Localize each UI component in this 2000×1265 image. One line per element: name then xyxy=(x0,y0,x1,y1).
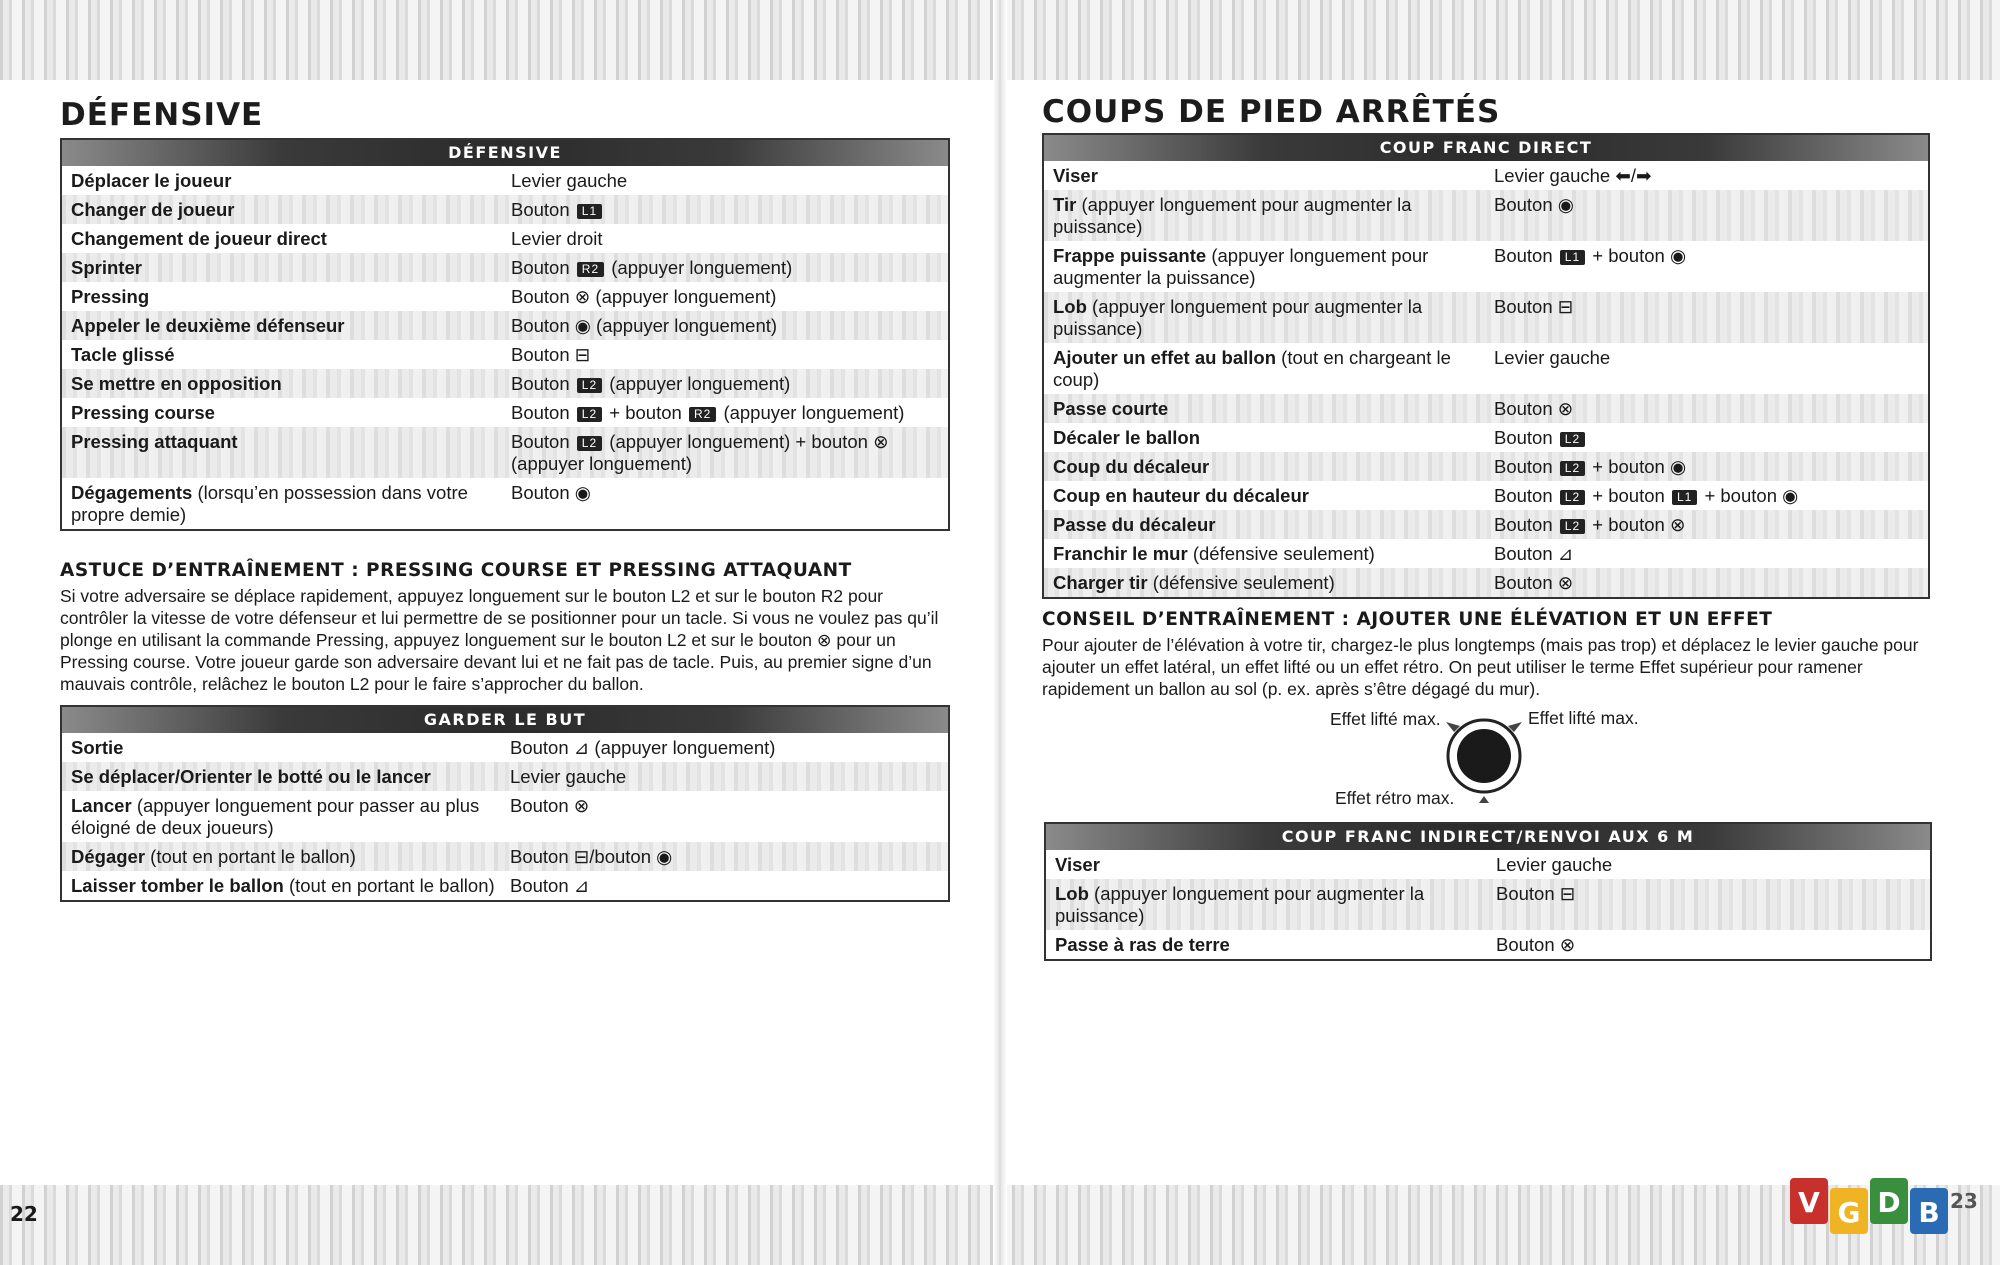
action-note: (lorsqu’en possession dans votre propre demie) xyxy=(71,482,468,525)
action-label: Passe courte xyxy=(1053,398,1169,419)
control-cell xyxy=(1488,245,1928,289)
action-label: Frappe puissante xyxy=(1053,245,1207,266)
action-note: (tout en chargeant le coup) xyxy=(1053,347,1451,390)
action-label: Viser xyxy=(1053,165,1098,186)
button-badge: L2 xyxy=(577,407,602,422)
action-cell xyxy=(62,344,505,366)
control-cell xyxy=(505,482,948,526)
action-cell xyxy=(1044,514,1488,536)
action-label: Sortie xyxy=(71,737,124,758)
control-text: Bouton ⊿ (appuyer longuement) xyxy=(510,737,776,758)
diagram-label-left: Effet lifté max. xyxy=(1330,709,1441,729)
svg-text:V: V xyxy=(1798,1186,1820,1219)
logo-tile-b xyxy=(1910,1188,1948,1234)
button-badge: L1 xyxy=(577,204,602,219)
control-text: (appuyer longuement) xyxy=(723,402,905,423)
direct-free-kick-table xyxy=(1042,133,1930,599)
button-badge: L2 xyxy=(1560,519,1585,534)
action-cell xyxy=(62,846,504,868)
action-label: Déplacer le joueur xyxy=(71,170,232,191)
control-text: Bouton ⊟ xyxy=(1496,883,1576,904)
control-text: Levier gauche xyxy=(1494,347,1611,368)
indirect-free-kick-table xyxy=(1044,822,1932,961)
action-note: (appuyer longuement pour augmenter la puissance) xyxy=(1053,296,1423,339)
table-row xyxy=(62,762,948,791)
control-text: Bouton xyxy=(1494,485,1553,506)
control-text: Levier gauche xyxy=(511,170,628,191)
action-note: (tout en portant le ballon) xyxy=(288,875,495,896)
control-text: (appuyer longuement) + bouton ⊗ (appuyer longuement) xyxy=(511,431,889,474)
action-label: Dégager xyxy=(71,846,146,867)
control-cell xyxy=(505,286,948,308)
action-cell xyxy=(1044,245,1488,289)
control-text: Bouton xyxy=(1494,427,1553,448)
tip-text: Si votre adversaire se déplace rapidement, appuyez longuement sur le bouton L2 et sur le bouton R2 pour contrôler la vitesse de votre défenseur et lui permettre de se positionner pour un tacle. Si vous ne voulez pas qu’il plonge en utilisant la commande Pressing, appuyez longuement sur le bouton L2 et sur le bouton ⊗ pour un Pressing course. Votre joueur garde son adversaire devant lui et ne fait pas de tacle. Puis, au premier signe d’un mauvais contrôle, relâchez le bouton L2 pour le faire s’approcher du ballon. xyxy=(60,586,939,694)
control-cell xyxy=(504,875,948,897)
control-text: Bouton xyxy=(511,402,570,423)
table-row xyxy=(1044,190,1928,241)
control-text: Bouton ◉ xyxy=(511,482,591,503)
action-label: Dégagements xyxy=(71,482,193,503)
action-cell xyxy=(1044,543,1488,565)
table-row xyxy=(1044,241,1928,292)
logo-tile-g xyxy=(1830,1188,1868,1234)
control-cell xyxy=(505,431,948,475)
action-note: (défensive seulement) xyxy=(1152,572,1335,593)
action-label: Lancer xyxy=(71,795,132,816)
action-cell xyxy=(62,315,505,337)
table-row xyxy=(1044,510,1928,539)
action-cell xyxy=(62,170,505,192)
table-row xyxy=(62,166,948,195)
table-row xyxy=(1044,539,1928,568)
control-text: Bouton xyxy=(511,373,570,394)
table-row xyxy=(1044,452,1928,481)
action-label: Pressing attaquant xyxy=(71,431,238,452)
action-label: Viser xyxy=(1055,854,1100,875)
action-label: Laisser tomber le ballon xyxy=(71,875,284,896)
action-label: Ajouter un effet au ballon xyxy=(1053,347,1277,368)
table-row xyxy=(62,478,948,529)
page-title: COUPS DE PIED ARRÊTÉS xyxy=(1042,94,1501,130)
control-cell xyxy=(505,402,948,424)
control-cell xyxy=(505,344,948,366)
action-cell xyxy=(62,286,505,308)
control-text: Bouton ◉ (appuyer longuement) xyxy=(511,315,778,336)
action-cell xyxy=(62,199,505,221)
table-row xyxy=(62,369,948,398)
action-cell xyxy=(1046,883,1490,927)
action-cell xyxy=(1046,934,1490,956)
table-row xyxy=(1046,879,1930,930)
control-text: + bouton ⊗ xyxy=(1592,514,1686,535)
action-cell xyxy=(1044,296,1488,340)
table-header: GARDER LE BUT xyxy=(62,707,948,733)
action-cell xyxy=(1044,347,1488,391)
action-note: (appuyer longuement pour augmenter la puissance) xyxy=(1053,245,1429,288)
goalkeeper-controls-table xyxy=(60,705,950,902)
control-cell xyxy=(505,199,948,221)
action-label: Changement de joueur direct xyxy=(71,228,327,249)
svg-text:G: G xyxy=(1837,1196,1861,1229)
table-row xyxy=(62,427,948,478)
svg-text:B: B xyxy=(1918,1196,1940,1229)
action-cell xyxy=(62,257,505,279)
control-cell xyxy=(504,766,948,788)
action-cell xyxy=(1046,854,1490,876)
control-text: Bouton ⊗ xyxy=(510,795,590,816)
table-row xyxy=(1044,481,1928,510)
action-label: Charger tir xyxy=(1053,572,1148,593)
control-text: Levier gauche xyxy=(510,766,627,787)
control-text: Bouton xyxy=(1494,245,1553,266)
control-text: Bouton ⊟ xyxy=(1494,296,1574,317)
table-row xyxy=(1044,568,1928,597)
control-text: Bouton xyxy=(1494,456,1553,477)
action-label: Lob xyxy=(1053,296,1087,317)
control-text: Bouton ⊗ xyxy=(1496,934,1576,955)
action-label: Tir xyxy=(1053,194,1077,215)
control-text: + bouton ◉ xyxy=(1592,456,1687,477)
action-label: Lob xyxy=(1055,883,1089,904)
control-text: + bouton ◉ xyxy=(1704,485,1799,506)
table-row xyxy=(62,282,948,311)
table-header: COUP FRANC INDIRECT/RENVOI AUX 6 M xyxy=(1046,824,1930,850)
control-text: + bouton xyxy=(1592,485,1665,506)
action-label: Coup en hauteur du décaleur xyxy=(1053,485,1309,506)
button-badge: L2 xyxy=(1560,490,1585,505)
control-text: (appuyer longuement) xyxy=(609,373,791,394)
control-text: + bouton ◉ xyxy=(1592,245,1687,266)
tip-title: CONSEIL D’ENTRAÎNEMENT : AJOUTER UNE ÉLÉVATION ET UN EFFET xyxy=(1042,609,1773,630)
table-row xyxy=(62,842,948,871)
page-title: DÉFENSIVE xyxy=(60,97,264,133)
control-text: Levier droit xyxy=(511,228,603,249)
action-note: (défensive seulement) xyxy=(1192,543,1375,564)
control-cell xyxy=(504,737,948,759)
table-row xyxy=(1044,343,1928,394)
control-cell xyxy=(1490,934,1930,956)
logo-tile-v xyxy=(1790,1178,1828,1224)
action-cell xyxy=(1044,456,1488,478)
action-label: Passe du décaleur xyxy=(1053,514,1216,535)
table-row xyxy=(62,871,948,900)
action-cell xyxy=(1044,572,1488,594)
control-text: Bouton ⊗ xyxy=(1494,398,1574,419)
button-badge: L2 xyxy=(1560,461,1585,476)
table-row xyxy=(62,791,948,842)
control-cell xyxy=(505,170,948,192)
button-badge: R2 xyxy=(577,262,604,277)
table-row xyxy=(1044,423,1928,452)
table-row xyxy=(1046,850,1930,879)
button-badge: L1 xyxy=(1560,250,1585,265)
control-cell xyxy=(1488,296,1928,340)
action-label: Décaler le ballon xyxy=(1053,427,1201,448)
action-label: Appeler le deuxième défenseur xyxy=(71,315,345,336)
action-label: Sprinter xyxy=(71,257,142,278)
button-badge: L2 xyxy=(1560,432,1585,447)
action-label: Franchir le mur xyxy=(1053,543,1188,564)
table-row xyxy=(62,311,948,340)
book-spine xyxy=(993,0,1007,1265)
vgdb-logo xyxy=(1790,1178,1978,1240)
action-label: Coup du décaleur xyxy=(1053,456,1210,477)
table-row xyxy=(1044,394,1928,423)
table-header: DÉFENSIVE xyxy=(62,140,948,166)
action-cell xyxy=(62,402,505,424)
action-note: (appuyer longuement pour passer au plus éloigné de deux joueurs) xyxy=(71,795,480,838)
control-text: Levier gauche xyxy=(1496,854,1613,875)
svg-text:D: D xyxy=(1877,1186,1901,1219)
control-text: + bouton xyxy=(609,402,682,423)
control-text: Bouton xyxy=(511,199,570,220)
control-text: Bouton ⊟ xyxy=(511,344,591,365)
control-text: (appuyer longuement) xyxy=(611,257,793,278)
control-text: Levier gauche ⬅/➡ xyxy=(1494,165,1652,186)
table-row xyxy=(1044,161,1928,190)
action-cell xyxy=(62,795,504,839)
control-text: Bouton ⊗ (appuyer longuement) xyxy=(511,286,777,307)
diagram-label-right: Effet lifté max. xyxy=(1528,708,1639,728)
control-text: Bouton ⊿ xyxy=(510,875,590,896)
action-cell xyxy=(62,228,505,250)
action-label: Pressing xyxy=(71,286,150,307)
action-label: Changer de joueur xyxy=(71,199,235,220)
control-cell xyxy=(1488,347,1928,391)
control-text: Bouton ⊟/bouton ◉ xyxy=(510,846,673,867)
table-row xyxy=(62,340,948,369)
control-cell xyxy=(504,846,948,868)
action-cell xyxy=(1044,194,1488,238)
action-cell xyxy=(62,482,505,526)
action-cell xyxy=(1044,398,1488,420)
control-text: Bouton xyxy=(511,431,570,452)
control-cell xyxy=(1488,543,1928,565)
action-label: Tacle glissé xyxy=(71,344,175,365)
action-note: (appuyer longuement pour augmenter la puissance) xyxy=(1055,883,1425,926)
action-cell xyxy=(1044,165,1488,187)
control-text: Bouton ◉ xyxy=(1494,194,1574,215)
page-number: 22 xyxy=(10,1202,38,1226)
action-cell xyxy=(62,373,505,395)
table-row xyxy=(62,398,948,427)
table-row xyxy=(62,224,948,253)
logo-tile-d xyxy=(1870,1178,1908,1224)
control-text: Bouton ⊿ xyxy=(1494,543,1574,564)
action-label: Se déplacer/Orienter le botté ou le lancer xyxy=(71,766,431,787)
table-header: COUP FRANC DIRECT xyxy=(1044,135,1928,161)
button-badge: L2 xyxy=(577,378,602,393)
action-note: (appuyer longuement pour augmenter la puissance) xyxy=(1053,194,1412,237)
action-cell xyxy=(62,766,504,788)
action-label: Pressing course xyxy=(71,402,215,423)
table-row xyxy=(62,195,948,224)
button-badge: L2 xyxy=(577,436,602,451)
action-cell xyxy=(62,737,504,759)
button-badge: R2 xyxy=(689,407,716,422)
control-cell xyxy=(1488,514,1928,536)
control-cell xyxy=(504,795,948,839)
control-cell xyxy=(1488,398,1928,420)
control-cell xyxy=(1490,854,1930,876)
tip-text: Pour ajouter de l’élévation à votre tir, chargez-le plus longtemps (mais pas trop) et déplacez le levier gauche pour ajouter un effet latéral, un effet lifté ou un effet rétro. On peut utiliser le terme Effet supérieur pour ramener rapidement un ballon au sol (p. ex. après s’être dégagé du mur). xyxy=(1042,635,1919,699)
action-label: Passe à ras de terre xyxy=(1055,934,1230,955)
diagram-label-bottom: Effet rétro max. xyxy=(1335,788,1455,808)
table-row xyxy=(62,253,948,282)
control-cell xyxy=(505,257,948,279)
control-cell xyxy=(1488,456,1928,478)
tip-title: ASTUCE D’ENTRAÎNEMENT : PRESSING COURSE ET PRESSING ATTAQUANT xyxy=(60,560,852,581)
action-cell xyxy=(1044,427,1488,449)
control-cell xyxy=(505,228,948,250)
control-cell xyxy=(1488,194,1928,238)
page-number: 23 xyxy=(1950,1189,1978,1213)
button-badge: L1 xyxy=(1672,490,1697,505)
table-row xyxy=(1044,292,1928,343)
action-cell xyxy=(62,875,504,897)
control-cell xyxy=(1490,883,1930,927)
table-row xyxy=(62,733,948,762)
action-cell xyxy=(1044,485,1488,507)
control-cell xyxy=(1488,165,1928,187)
control-cell xyxy=(505,315,948,337)
action-label: Se mettre en opposition xyxy=(71,373,282,394)
control-text: Bouton ⊗ xyxy=(1494,572,1574,593)
analog-stick-icon xyxy=(1438,712,1530,804)
control-text: Bouton xyxy=(511,257,570,278)
action-note: (tout en portant le ballon) xyxy=(150,846,356,867)
table-row xyxy=(1046,930,1930,959)
control-cell xyxy=(1488,572,1928,594)
control-cell xyxy=(505,373,948,395)
control-cell xyxy=(1488,485,1928,507)
control-text: Bouton xyxy=(1494,514,1553,535)
action-cell xyxy=(62,431,505,475)
defense-controls-table xyxy=(60,138,950,531)
control-cell xyxy=(1488,427,1928,449)
